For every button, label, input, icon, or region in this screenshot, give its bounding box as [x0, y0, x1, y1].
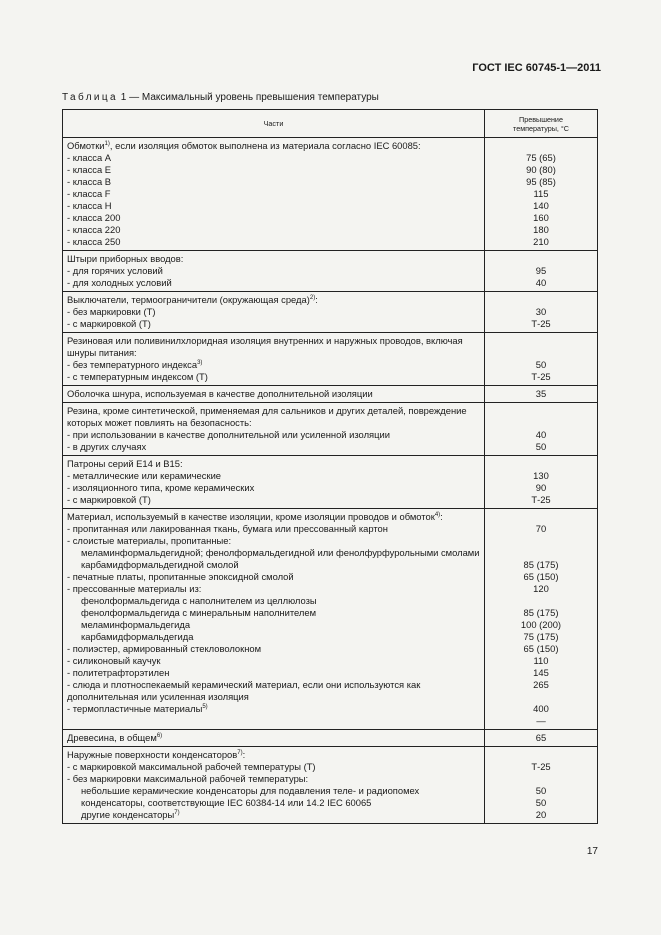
- part-text: - политетрафторэтилен: [67, 667, 170, 678]
- part-text: - печатные платы, пропитанные эпоксидной смолой: [67, 571, 294, 582]
- table-body: [63, 138, 598, 824]
- part-text: - без маркировки максимальной рабочей температуры:: [67, 773, 309, 784]
- temperature-value: 110: [533, 655, 549, 666]
- footnote-ref: 1): [104, 141, 110, 147]
- temperature-value: [489, 773, 593, 785]
- part-line: [67, 224, 480, 236]
- part-text: Обмотки: [67, 140, 105, 151]
- temperature-value: 50: [535, 359, 547, 370]
- temperature-value: 75 (65): [526, 152, 556, 163]
- temperature-value: 180: [533, 224, 549, 235]
- parts-cell: [63, 292, 485, 333]
- footnote-ref: 7): [174, 810, 180, 816]
- footnote-ref: 6): [156, 733, 163, 739]
- temperature-value: 210: [533, 236, 549, 247]
- part-line: [67, 388, 480, 400]
- part-text: - полиэстер, армированный стекловолокном: [67, 643, 262, 654]
- part-line: [67, 470, 480, 482]
- document-code: ГОСТ IEC 60745-1—2011: [472, 62, 601, 74]
- part-text: - класса 220: [67, 224, 121, 235]
- temperature-value: [489, 511, 593, 523]
- temperature-cell: [485, 509, 598, 730]
- temperature-value: 50: [535, 797, 547, 808]
- temperature-value: 20: [535, 809, 547, 820]
- temperature-cell: [485, 386, 598, 403]
- part-text: - слюда и плотноспекаемый керамический материал, если они используются как дополнительная или усиленная изоляция: [67, 679, 421, 702]
- temperature-value: 85 (175): [523, 607, 559, 618]
- part-text: - изоляционного типа, кроме керамических: [67, 482, 255, 493]
- header-temperature: [485, 110, 598, 138]
- part-line: [67, 761, 480, 773]
- part-line: [67, 212, 480, 224]
- part-text: конденсаторы, соответствующие IEC 60384-14 или 14.2 IEC 60065: [81, 797, 372, 808]
- footnote-ref: 7): [237, 750, 243, 756]
- table-row: [63, 456, 598, 509]
- temperature-cell: [485, 403, 598, 456]
- part-line: [67, 277, 480, 289]
- temperature-value: 65: [535, 732, 547, 743]
- part-line: [67, 595, 480, 607]
- temperature-value: 50: [535, 441, 547, 452]
- temperature-cell: [485, 747, 598, 824]
- part-text: небольшие керамические конденсаторы для подавления теле- и радиопомех: [81, 785, 420, 796]
- part-text: фенолформальдегида с минеральным наполнителем: [81, 607, 317, 618]
- footnote-ref: 3): [197, 360, 203, 366]
- part-line: [67, 559, 480, 571]
- part-line: [67, 679, 480, 703]
- temperature-value: 75 (175): [523, 631, 559, 642]
- part-text: - металлические или керамические: [67, 470, 222, 481]
- temperature-value: 95 (85): [526, 176, 556, 187]
- parts-cell: [63, 138, 485, 251]
- temperature-value: [489, 140, 593, 152]
- temperature-value: [489, 595, 593, 607]
- part-text: Выключатели, термоограничители (окружающая среда): [67, 294, 310, 305]
- temperature-value: [489, 749, 593, 761]
- temperature-cell: [485, 251, 598, 292]
- parts-cell: [63, 509, 485, 730]
- page-number: 17: [586, 846, 598, 857]
- part-line: [67, 318, 480, 330]
- part-line: [67, 441, 480, 453]
- header-temperature-line2: температуры, °С: [513, 123, 569, 133]
- part-line: [67, 140, 480, 152]
- header-temperature-line1: Превышение: [519, 114, 563, 124]
- temperature-value: [489, 335, 593, 359]
- temperature-value: 130: [533, 470, 549, 481]
- part-line: [67, 200, 480, 212]
- part-line: [67, 176, 480, 188]
- part-text: - класса Е: [67, 164, 112, 175]
- temperature-value: Т-25: [531, 494, 551, 505]
- part-line: [67, 571, 480, 583]
- table-row: [63, 747, 598, 824]
- table-caption-text: 1 — Максимальный уровень превышения температуры: [118, 92, 379, 103]
- temperature-value: 30: [535, 306, 547, 317]
- temperature-value: 65 (150): [523, 571, 559, 582]
- temperature-value: Т-25: [531, 318, 551, 329]
- header-parts: Части: [63, 110, 485, 138]
- part-line: [67, 482, 480, 494]
- footnote-ref: 4): [434, 512, 441, 518]
- table-header-row: [63, 110, 598, 138]
- part-text: меламинформальдегида: [81, 619, 191, 630]
- parts-cell: [63, 251, 485, 292]
- temperature-value: [489, 535, 593, 547]
- temperature-value: 120: [533, 583, 549, 594]
- part-text: - класса А: [67, 152, 112, 163]
- parts-cell: [63, 386, 485, 403]
- part-text: Патроны серий Е14 и В15:: [67, 458, 183, 469]
- part-text: - термопластичные материалы: [67, 703, 203, 714]
- part-text: - с маркировкой (Т): [67, 318, 151, 329]
- part-text-tail: , если изоляция обмоток выполнена из материала согласно IEC 60085:: [109, 140, 421, 151]
- part-text: - для холодных условий: [67, 277, 172, 288]
- part-line: [67, 523, 480, 535]
- part-line: [67, 494, 480, 506]
- temperature-cell: [485, 730, 598, 747]
- part-line: [67, 643, 480, 655]
- table-row: [63, 509, 598, 730]
- part-line: [67, 359, 480, 371]
- table-row: [63, 333, 598, 386]
- parts-cell: [63, 456, 485, 509]
- table-caption-label: Таблица: [62, 92, 119, 103]
- temperature-value: Т-25: [531, 371, 551, 382]
- part-text: фенолформальдегида с наполнителем из целлюлозы: [81, 595, 317, 606]
- part-line: [67, 335, 480, 359]
- part-line: [67, 265, 480, 277]
- temperature-value: [489, 458, 593, 470]
- temperature-value: 140: [533, 200, 549, 211]
- part-text: - класса Н: [67, 200, 112, 211]
- part-text: Резиновая или поливинилхлоридная изоляция внутренних и наружных проводов, включая шнуры питания:: [67, 335, 463, 358]
- part-line: [67, 732, 480, 744]
- part-line: [67, 152, 480, 164]
- part-text: Штыри приборных вводов:: [67, 253, 184, 264]
- part-text: Материал, используемый в качестве изоляции, кроме изоляции проводов и обмоток: [67, 511, 435, 522]
- temperature-value: [489, 253, 593, 265]
- table-row: [63, 403, 598, 456]
- part-text: - силиконовый каучук: [67, 655, 161, 666]
- part-line: [67, 631, 480, 643]
- temperature-value: 40: [535, 277, 547, 288]
- part-text: другие конденсаторы: [81, 809, 175, 820]
- part-line: [67, 583, 480, 595]
- temperature-value: 160: [533, 212, 549, 223]
- part-line: [67, 667, 480, 679]
- part-text: - пропитанная или лакированная ткань, бумага или прессованный картон: [67, 523, 388, 534]
- part-text: карбамидформальдегида: [81, 631, 194, 642]
- part-text: - класса В: [67, 176, 112, 187]
- part-text: - прессованные материалы из:: [67, 583, 202, 594]
- part-line: [67, 236, 480, 248]
- part-text: - с маркировкой максимальной рабочей температуры (Т): [67, 761, 316, 772]
- part-line: [67, 547, 480, 559]
- part-text-tail: :: [440, 511, 443, 522]
- temperature-value: 265: [533, 679, 549, 690]
- part-line: [67, 655, 480, 667]
- part-line: [67, 607, 480, 619]
- part-text: Наружные поверхности конденсаторов: [67, 749, 238, 760]
- part-text: - в других случаях: [67, 441, 147, 452]
- part-line: [67, 797, 480, 809]
- parts-cell: [63, 730, 485, 747]
- part-text-tail: :: [242, 749, 246, 760]
- temperature-value: Т-25: [531, 761, 551, 772]
- temperature-value: [489, 294, 593, 306]
- footnote-ref: 5): [202, 704, 208, 710]
- part-text: Древесина, в общем: [67, 732, 157, 743]
- part-line: [67, 785, 480, 797]
- temperature-value: 85 (175): [523, 559, 559, 570]
- temperature-value: [489, 405, 593, 429]
- temperature-cell: [485, 333, 598, 386]
- temperature-cell: [485, 456, 598, 509]
- temperature-cell: [485, 138, 598, 251]
- part-text: - класса F: [67, 188, 111, 199]
- table-row: [63, 292, 598, 333]
- part-line: [67, 429, 480, 441]
- temperature-value: 50: [535, 785, 547, 796]
- part-line: [67, 253, 480, 265]
- table-row: [63, 730, 598, 747]
- footnote-ref: 2): [309, 295, 316, 301]
- table-caption: [62, 92, 379, 103]
- part-line: [67, 164, 480, 176]
- part-text: Резина, кроме синтетической, применяемая для сальников и других деталей, повреждение которых может повлиять на безопасность:: [67, 405, 467, 428]
- part-text: - для горячих условий: [67, 265, 163, 276]
- part-line: [67, 371, 480, 383]
- temperature-value: 100 (200): [520, 619, 562, 630]
- parts-cell: [63, 333, 485, 386]
- temperature-value: 70: [535, 523, 547, 534]
- temperature-value: 400: [533, 703, 549, 714]
- temperature-rise-table: [62, 109, 598, 824]
- part-text: - с маркировкой (Т): [67, 494, 151, 505]
- part-line: [67, 511, 480, 523]
- temperature-value: 115: [533, 188, 549, 199]
- temperature-value: 65 (150): [523, 643, 559, 654]
- part-line: [67, 749, 480, 761]
- part-text: - слоистые материалы, пропитанные:: [67, 535, 232, 546]
- part-text: - класса 250: [67, 236, 121, 247]
- part-line: [67, 703, 480, 715]
- part-text: - с температурным индексом (Т): [67, 371, 208, 382]
- temperature-value: 90 (80): [526, 164, 556, 175]
- part-line: [67, 535, 480, 547]
- temperature-value: 35: [535, 388, 547, 399]
- temperature-value: 90: [535, 482, 547, 493]
- part-line: [67, 294, 480, 306]
- table-row: [63, 138, 598, 251]
- part-line: [67, 458, 480, 470]
- part-text: меламинформальдегидной; фенолформальдегидной или фенолфурфурольными смолами: [81, 547, 480, 558]
- parts-cell: [63, 403, 485, 456]
- part-text-tail: :: [315, 294, 318, 305]
- temperature-value: 95: [535, 265, 547, 276]
- part-text: - без температурного индекса: [67, 359, 198, 370]
- part-line: [67, 619, 480, 631]
- part-line: [67, 773, 480, 785]
- temperature-cell: [485, 292, 598, 333]
- part-text: - при использовании в качестве дополнительной или усиленной изоляции: [67, 429, 390, 440]
- temperature-value: 40: [535, 429, 547, 440]
- part-line: [67, 306, 480, 318]
- part-text: - класса 200: [67, 212, 121, 223]
- part-line: [67, 188, 480, 200]
- table-row: [63, 251, 598, 292]
- part-text: карбамидформальдегидной смолой: [81, 559, 239, 570]
- part-line: [67, 809, 480, 821]
- part-text: - без маркировки (Т): [67, 306, 156, 317]
- part-line: [67, 405, 480, 429]
- temperature-value: 145: [533, 667, 549, 678]
- temperature-value: —: [536, 715, 546, 726]
- parts-cell: [63, 747, 485, 824]
- table-row: [63, 386, 598, 403]
- part-text: Оболочка шнура, используемая в качестве дополнительной изоляции: [67, 388, 373, 399]
